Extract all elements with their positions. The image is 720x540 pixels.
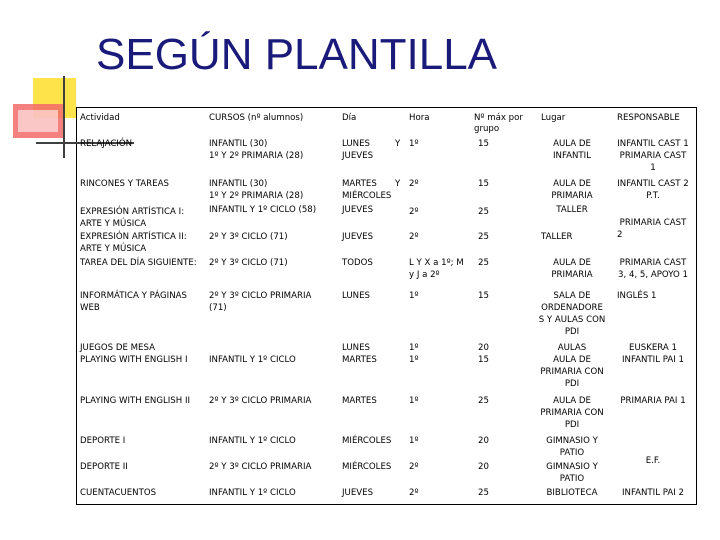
- lugar-deporte-2-line2: PATIO: [559, 474, 585, 484]
- header-max-line2: grupo: [474, 124, 500, 134]
- decorative-vertical-line: [63, 76, 65, 158]
- hora-informatica: 1º: [409, 291, 419, 301]
- hora-deporte-1: 1º: [409, 436, 419, 446]
- max-relajacion: 15: [478, 139, 489, 149]
- responsable-line: INFANTIL CAST 2: [617, 179, 689, 189]
- lugar-juegos: AULAS: [557, 343, 587, 353]
- max-cuentacuentos: 25: [478, 488, 489, 498]
- lugar-english-2: AULA DE: [553, 396, 591, 406]
- lugar-english-2-line2: PRIMARIA CON: [540, 408, 604, 418]
- dia-juegos: LUNES: [342, 343, 370, 353]
- hora-english-1: 1º: [409, 355, 419, 365]
- cursos-rincones-line2: 1º Y 2º PRIMARIA (28): [209, 191, 304, 201]
- max-informatica: 15: [478, 291, 489, 301]
- header-dia: Día: [342, 113, 357, 123]
- page-title: SEGÚN PLANTILLA: [96, 30, 498, 79]
- lugar-expresion-1: TALLER: [556, 205, 588, 215]
- cursos-english-2: 2º Y 3º CICLO PRIMARIA: [209, 396, 312, 406]
- hora-deporte-2: 2º: [409, 462, 419, 472]
- dia-english-1: MARTES: [342, 355, 377, 365]
- cursos-english-1: INFANTIL Y 1º CICLO: [209, 355, 296, 365]
- dia-deporte-2: MIÉRCOLES: [342, 462, 392, 472]
- activity-expresion-1-line2: ARTE Y MÚSICA: [80, 219, 147, 229]
- responsable-line: PRIMARIA CAST: [619, 151, 687, 161]
- cursos-expresion-1: INFANTIL Y 1º CICLO (58): [209, 205, 317, 215]
- decorative-highlight: [18, 110, 58, 132]
- activity-expresion-2: EXPRESIÓN ARTÍSTICA II:: [80, 232, 187, 242]
- responsable-line: 1: [650, 163, 656, 173]
- activity-expresion-2-line2: ARTE Y MÚSICA: [80, 244, 147, 254]
- cursos-relajacion: INFANTIL (30): [209, 139, 268, 149]
- lugar-informatica-line2: ORDENADORE: [541, 303, 603, 313]
- responsable-line: P.T.: [646, 191, 660, 201]
- dia-deporte-1: MIÉRCOLES: [342, 436, 392, 446]
- responsable-infantil-pai-1: INFANTIL PAI 1: [622, 355, 684, 365]
- hora-juegos: 1º: [409, 343, 419, 353]
- cursos-cuentacuentos: INFANTIL Y 1º CICLO: [209, 488, 296, 498]
- activity-juegos: JUEGOS DE MESA: [80, 343, 155, 353]
- max-english-2: 25: [478, 396, 489, 406]
- header-hora: Hora: [409, 113, 430, 123]
- max-tarea: 25: [478, 258, 489, 268]
- header-max: Nº máx por: [474, 113, 523, 123]
- max-expresion-1: 25: [478, 207, 489, 217]
- header-lugar: Lugar: [541, 113, 566, 123]
- lugar-english-1-line3: PDI: [564, 379, 580, 389]
- lugar-english-2-line3: PDI: [564, 420, 580, 430]
- responsable-line: PRIMARIA CAST: [619, 218, 687, 228]
- hora-expresion-2: 2º: [409, 232, 419, 242]
- cursos-relajacion-line2: 1º Y 2º PRIMARIA (28): [209, 151, 304, 161]
- lugar-tarea: AULA DE: [553, 258, 591, 268]
- hora-tarea: L Y X a 1º; M: [409, 258, 464, 268]
- lugar-informatica-line4: PDI: [564, 327, 580, 337]
- activity-deporte-2: DEPORTE II: [80, 462, 128, 472]
- cursos-informatica: 2º Y 3º CICLO PRIMARIA: [209, 291, 312, 301]
- activity-tarea: TAREA DEL DÍA SIGUIENTE:: [80, 258, 197, 268]
- responsable-primaria-pai-1: PRIMARIA PAI 1: [620, 396, 686, 406]
- header-cursos: CURSOS (nº alumnos): [209, 113, 304, 123]
- header-actividad: Actividad: [80, 113, 120, 123]
- lugar-english-1-line2: PRIMARIA CON: [540, 367, 604, 377]
- lugar-tarea-line2: PRIMARIA: [551, 270, 593, 280]
- responsable-line: 3, 4, 5, APOYO 1: [618, 270, 688, 280]
- max-rincones: 15: [478, 179, 489, 189]
- lugar-relajacion: AULA DE: [553, 139, 591, 149]
- lugar-deporte-2: GIMNASIO Y: [546, 462, 598, 472]
- cursos-expresion-2: 2º Y 3º CICLO (71): [209, 232, 288, 242]
- lugar-rincones-line2: PRIMARIA: [551, 191, 593, 201]
- activity-english-1: PLAYING WITH ENGLISH I: [80, 355, 188, 365]
- activity-english-2: PLAYING WITH ENGLISH II: [80, 396, 191, 406]
- lugar-informatica-line3: S Y AULAS CON: [538, 315, 606, 325]
- lugar-deporte-1: GIMNASIO Y: [546, 436, 598, 446]
- lugar-expresion-2: TALLER: [541, 232, 573, 242]
- activity-deporte-1: DEPORTE I: [80, 436, 126, 446]
- dia-rincones-y: Y: [395, 179, 401, 189]
- dia-tarea: TODOS: [342, 258, 373, 268]
- cursos-deporte-1: INFANTIL Y 1º CICLO: [209, 436, 296, 446]
- lugar-english-1: AULA DE: [553, 355, 591, 365]
- lugar-rincones: AULA DE: [553, 179, 591, 189]
- activity-rincones: RINCONES Y TAREAS: [80, 179, 169, 189]
- responsable-euskera: EUSKERA 1: [629, 343, 677, 353]
- hora-relajacion: 1º: [409, 139, 419, 149]
- lugar-informatica: SALA DE: [553, 291, 591, 301]
- hora-english-2: 1º: [409, 396, 419, 406]
- header-responsable: RESPONSABLE: [617, 113, 680, 123]
- dia-rincones-line2: MIÉRCOLES: [342, 191, 392, 201]
- responsable-line: 2: [617, 230, 623, 240]
- hora-tarea-line2: y J a 2º: [409, 270, 440, 280]
- activity-informatica-line2: WEB: [80, 303, 100, 313]
- dia-english-2: MARTES: [342, 396, 377, 406]
- max-expresion-2: 25: [478, 232, 489, 242]
- max-english-1: 15: [478, 355, 489, 365]
- max-juegos: 20: [478, 343, 489, 353]
- max-deporte-1: 20: [478, 436, 489, 446]
- hora-rincones: 2º: [409, 179, 419, 189]
- activity-relajacion: RELAJACIÓN: [80, 139, 133, 149]
- cursos-informatica-line2: (71): [209, 303, 227, 313]
- dia-expresion-2: JUEVES: [342, 232, 374, 242]
- dia-relajacion-line2: JUEVES: [342, 151, 374, 161]
- dia-relajacion: LUNES: [342, 139, 370, 149]
- activity-expresion-1: EXPRESIÓN ARTÍSTICA I:: [80, 207, 185, 217]
- hora-expresion-1: 2º: [409, 207, 419, 217]
- activity-informatica: INFORMÁTICA Y PÁGINAS: [80, 291, 187, 301]
- dia-cuentacuentos: JUEVES: [342, 488, 374, 498]
- dia-informatica: LUNES: [342, 291, 370, 301]
- lugar-relajacion-line2: INFANTIL: [553, 151, 591, 161]
- max-deporte-2: 20: [478, 462, 489, 472]
- responsable-line: INFANTIL CAST 1: [617, 139, 689, 149]
- cursos-rincones: INFANTIL (30): [209, 179, 268, 189]
- lugar-deporte-1-line2: PATIO: [559, 448, 585, 458]
- responsable-ingles: INGLÉS 1: [617, 291, 657, 301]
- dia-rincones: MARTES: [342, 179, 377, 189]
- responsable-infantil-pai-2: INFANTIL PAI 2: [622, 488, 684, 498]
- cursos-tarea: 2º Y 3º CICLO (71): [209, 258, 288, 268]
- activity-cuentacuentos: CUENTACUENTOS: [80, 488, 157, 498]
- lugar-cuentacuentos: BIBLIOTECA: [546, 488, 598, 498]
- dia-relajacion-y: Y: [395, 139, 401, 149]
- dia-expresion-1: JUEVES: [342, 205, 374, 215]
- hora-cuentacuentos: 2º: [409, 488, 419, 498]
- responsable-ef: E.F.: [645, 456, 661, 466]
- responsable-line: PRIMARIA CAST: [619, 258, 687, 268]
- cursos-deporte-2: 2º Y 3º CICLO PRIMARIA: [209, 462, 312, 472]
